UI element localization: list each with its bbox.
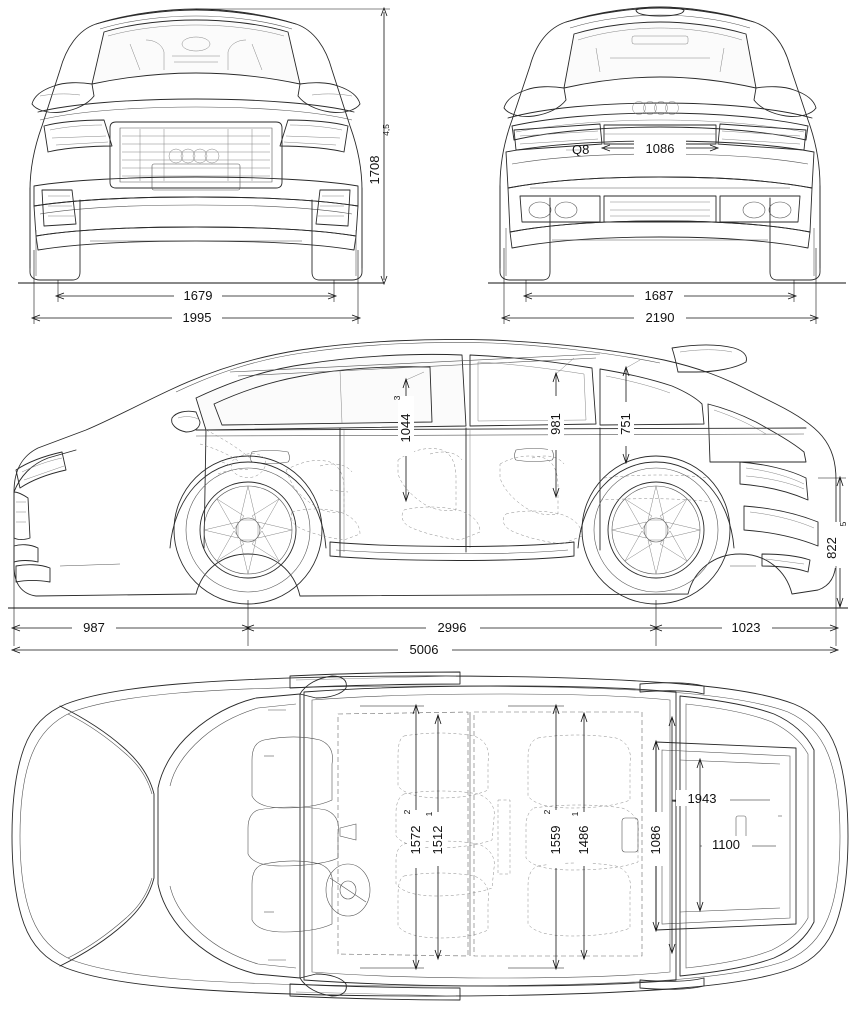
side-cargo-height-sup: 5 bbox=[838, 521, 848, 527]
rear-width-value: 2190 bbox=[645, 310, 675, 325]
rear-interior-width-value: 1086 bbox=[645, 141, 675, 156]
top-shoulder-rear-sup: 2 bbox=[542, 809, 552, 815]
rear-width-dimension bbox=[502, 248, 818, 325]
top-elbow-rear-value: 1486 bbox=[576, 825, 591, 855]
top-elbow-rear-sup: 1 bbox=[570, 811, 580, 817]
side-rear-measure-dimension bbox=[618, 360, 640, 463]
top-shoulder-front-sup: 2 bbox=[402, 809, 412, 815]
top-elbow-rear-dimension bbox=[570, 713, 592, 959]
side-cargo-height-value: 822 bbox=[824, 537, 839, 559]
top-shoulder-front-dimension bbox=[360, 705, 424, 969]
top-cargo-inner-width-dimension bbox=[648, 741, 664, 931]
front-view bbox=[18, 9, 384, 283]
top-elbow-front-sup: 1 bbox=[424, 811, 434, 817]
side-wheelbase-value: 2996 bbox=[437, 620, 467, 635]
side-headroom-front-value: 1044 bbox=[398, 413, 413, 443]
top-cargo-width-value: 1100 bbox=[712, 837, 740, 852]
top-shoulder-rear-value: 1559 bbox=[548, 825, 563, 855]
front-width-value: 1995 bbox=[182, 310, 212, 325]
top-cargo-width-dimension bbox=[697, 759, 776, 911]
side-headroom-rear-value: 981 bbox=[548, 413, 563, 435]
front-height-sup: 4,5 bbox=[381, 124, 391, 136]
side-cargo-height-dimension bbox=[818, 477, 848, 607]
side-front-overhang-value: 987 bbox=[83, 620, 105, 635]
front-height-value: 1708 bbox=[367, 155, 382, 185]
rear-track-value: 1687 bbox=[644, 288, 674, 303]
front-track-value: 1679 bbox=[183, 288, 213, 303]
top-cargo-inner-width-value: 1086 bbox=[648, 825, 663, 855]
side-headroom-front-sup: 3 bbox=[392, 395, 402, 401]
side-rear-overhang-value: 1023 bbox=[731, 620, 761, 635]
top-shoulder-rear-dimension bbox=[508, 705, 564, 969]
rear-badge-text: Q8 bbox=[572, 142, 590, 157]
side-view bbox=[8, 339, 848, 608]
rear-interior-width-dimension bbox=[602, 140, 718, 156]
side-length-value: 5006 bbox=[409, 642, 439, 657]
top-elbow-front-dimension bbox=[424, 715, 446, 959]
side-headroom-rear-dimension bbox=[548, 358, 574, 497]
top-elbow-front-value: 1512 bbox=[430, 825, 445, 855]
top-body-width-value: 1943 bbox=[687, 791, 717, 806]
side-rear-measure-value: 751 bbox=[618, 413, 633, 435]
top-shoulder-front-value: 1572 bbox=[408, 825, 423, 855]
